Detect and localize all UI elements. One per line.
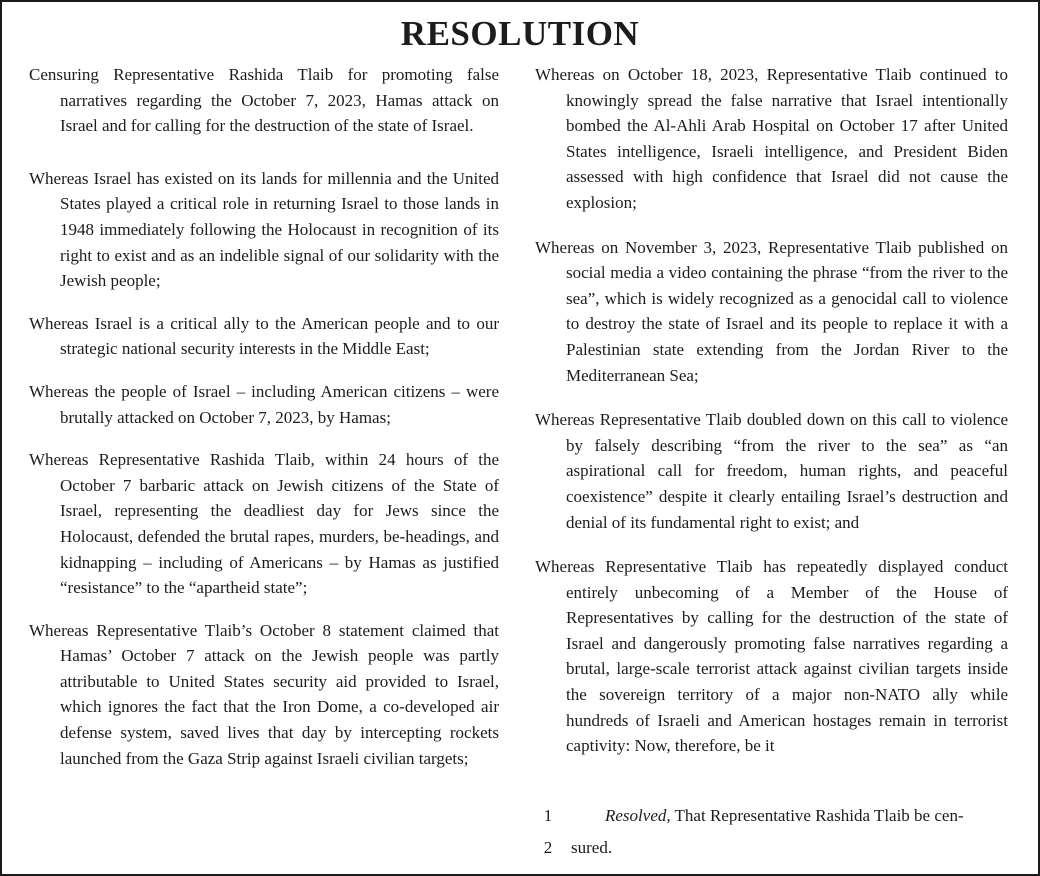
whereas-clause: Whereas on November 3, 2023, Representative Tlaib published on social media a video containing the phrase “from the river to the sea”, which is widely recognized as a genocidal call to violence to destroy the state of Israel and its people to replace it with a Palestinian state extending from the Jordan River to the Mediterranean Sea; (535, 237, 1008, 385)
resolved-keyword: Resolved, (605, 806, 671, 825)
left-column (29, 62, 499, 788)
whereas-clause: Whereas on October 18, 2023, Representative Tlaib continued to knowingly spread the false narrative that Israel intentionally bombed the Al-Ahli Arab Hospital on October 17 after United States intelligence, Israeli intelligence, and President Biden assessed with high confidence that Israel did not cause the explosion; (535, 65, 1008, 212)
preamble-paragraph: Censuring Representative Rashida Tlaib for promoting false narratives regarding the October 7, 2023, Hamas attack on Israel and for calling for the destruction of the state of Israel. (29, 65, 499, 136)
whereas-clause: Whereas Israel has existed on its lands for millennia and the United States played a critical role in returning Israel to those lands in 1948 immediately following the Holocaust in recognition of its right to exist and as an indelible signal of our solidarity with the Jewish people; (29, 168, 499, 291)
right-column (535, 62, 1008, 778)
whereas-clause: Whereas the people of Israel – including American citizens – were brutally attacked on October 7, 2023, by Hamas; (29, 381, 499, 427)
resolved-text (561, 800, 1008, 832)
resolved-line-1 (535, 800, 1008, 832)
resolved-line-2 (535, 832, 1008, 864)
resolved-line-text: That Representative Rashida Tlaib be cen- (670, 806, 964, 825)
line-number: 1 (543, 806, 553, 825)
whereas-clause: Whereas Representative Tlaib has repeatedly displayed conduct entirely unbecoming of a Member of the House of Representatives by calling for the destruction of the state of Israel and dangerously promoting false narratives regarding a brutal, large-scale terrorist attack against civilian targets inside the sovereign territory of a major non-NATO ally while hundreds of Israeli and American hostages remain in terrorist captivity: Now, therefore, be it (535, 557, 1008, 756)
page-title: RESOLUTION (400, 14, 640, 53)
whereas-clause: Whereas Representative Tlaib’s October 8 statement claimed that Hamas’ October 7 attack on the Jewish people was partly attributable to United States security aid provided to Israel, which ignores the fact that the Iron Dome, a co-developed air defense system, saved lives that day by intercepting rockets launched from the Gaza Strip against Israeli civilian targets; (29, 620, 499, 768)
resolved-line-text: sured. (571, 838, 613, 857)
resolved-clause (535, 800, 1008, 864)
line-number: 2 (543, 838, 553, 857)
whereas-clause: Whereas Representative Tlaib doubled down on this call to violence by falsely describing “from the river to the sea” as “an aspirational call for freedom, human rights, and peaceful coexistence” despite it clearly entailing Israel’s destruction and denial of its fundamental right to exist; and (535, 410, 1008, 532)
whereas-clause: Whereas Israel is a critical ally to the American people and to our strategic national security interests in the Middle East; (29, 313, 499, 359)
whereas-clause: Whereas Representative Rashida Tlaib, within 24 hours of the October 7 barbaric attack on Jewish citizens of the State of Israel, representing the deadliest day for Jews since the Holocaust, defended the brutal rapes, murders, be-headings, and kidnapping – including of Americans – by Hamas as justified “resistance” to the “apartheid state”; (29, 450, 499, 598)
